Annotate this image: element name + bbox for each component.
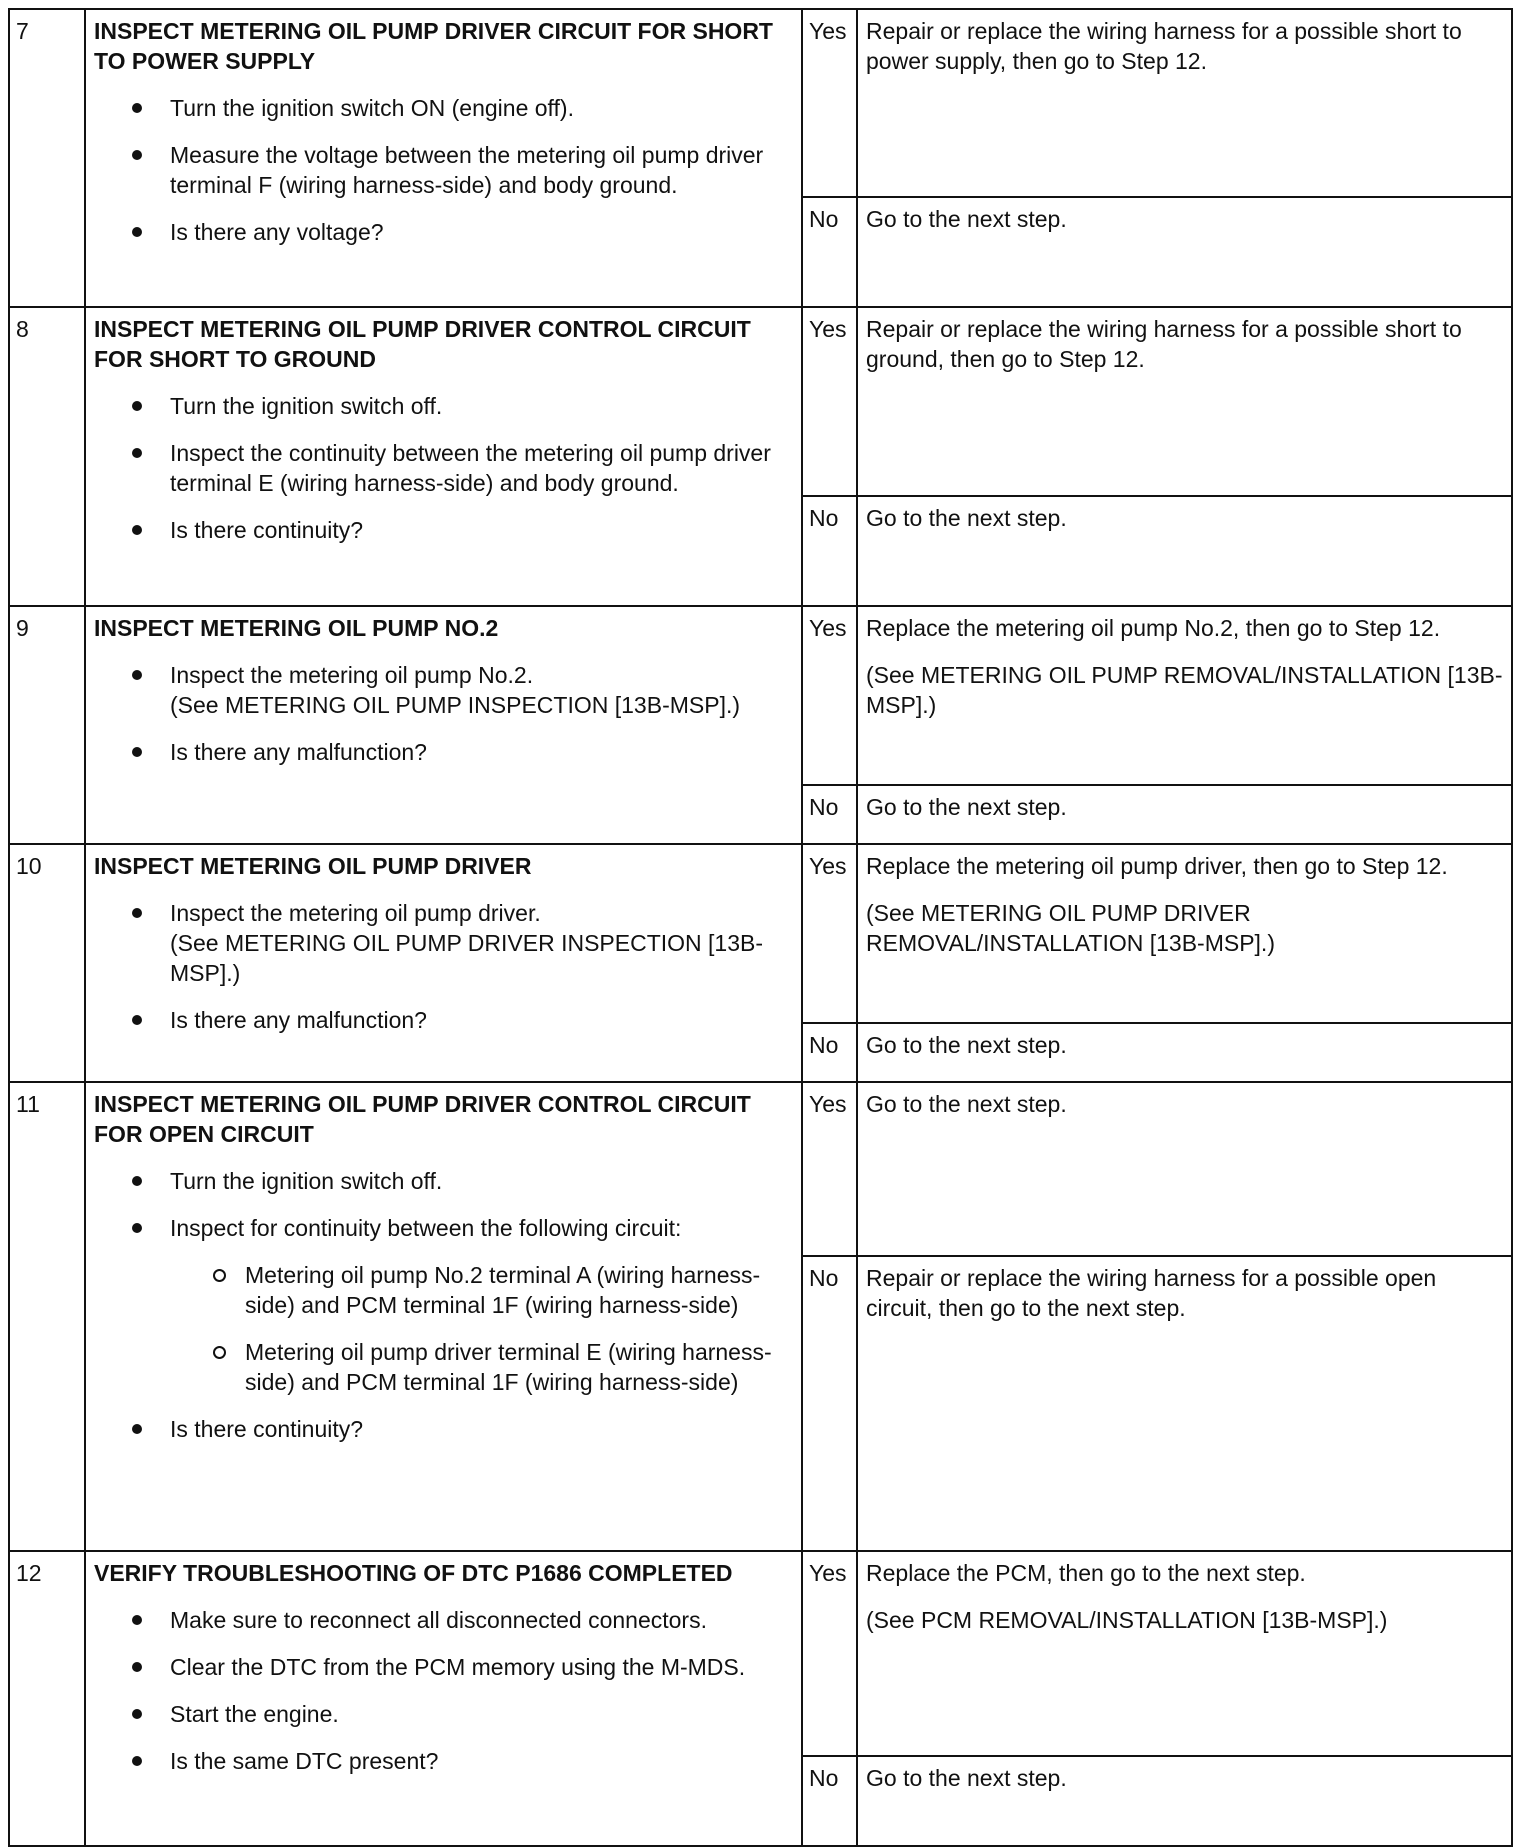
list-item: Inspect the metering oil pump No.2.: [170, 660, 793, 690]
list-item: Inspect the metering oil pump driver.: [170, 898, 793, 928]
list-item-text: Inspect for continuity between the following circuit:: [170, 1215, 682, 1241]
yes-label: Yes: [802, 1082, 857, 1256]
bullet-list: [94, 1605, 793, 1776]
no-action: [857, 197, 1512, 307]
action-text: Replace the metering oil pump No.2, then go to Step 12.: [866, 615, 1441, 641]
action-text: Replace the metering oil pump driver, then go to Step 12.: [866, 853, 1448, 879]
list-item: Is there any malfunction?: [170, 1005, 793, 1035]
step-number: 8: [9, 307, 85, 606]
list-item: Is there any malfunction?: [170, 737, 793, 767]
no-action: [857, 1023, 1512, 1082]
list-item: Turn the ignition switch off.: [170, 391, 793, 421]
bullet-list: [94, 1166, 793, 1444]
list-item: Measure the voltage between the metering oil pump driver terminal F (wiring harness-side) and body ground.: [170, 140, 793, 200]
bullet-list: [94, 898, 793, 928]
list-item: Is there continuity?: [170, 515, 793, 545]
step-number: 12: [9, 1551, 85, 1846]
step-title: INSPECT METERING OIL PUMP DRIVER CONTROL CIRCUIT FOR SHORT TO GROUND: [94, 316, 751, 372]
list-item: Is the same DTC present?: [170, 1746, 793, 1776]
action-text: Repair or replace the wiring harness for a possible open circuit, then go to the next step.: [866, 1265, 1437, 1321]
reference-note: (See METERING OIL PUMP DRIVER REMOVAL/INSTALLATION [13B-MSP].): [866, 900, 1275, 956]
action-text: Go to the next step.: [866, 1765, 1067, 1791]
sub-list-item: Metering oil pump driver terminal E (wiring harness-side) and PCM terminal 1F (wiring harness-side): [245, 1337, 793, 1397]
step-9-yes-row: [9, 606, 1512, 785]
yes-action: [857, 606, 1512, 785]
no-label: No: [802, 496, 857, 606]
no-label: No: [802, 1023, 857, 1082]
no-action: [857, 1756, 1512, 1846]
sub-list-item: Metering oil pump No.2 terminal A (wiring harness-side) and PCM terminal 1F (wiring harness-side): [245, 1260, 793, 1320]
yes-label: Yes: [802, 606, 857, 785]
action-text: Repair or replace the wiring harness for a possible short to power supply, then go to Step 12.: [866, 18, 1462, 74]
step-11-yes-row: [9, 1082, 1512, 1256]
sub-bullet-list: [170, 1260, 793, 1397]
action-text: Go to the next step.: [866, 505, 1067, 531]
list-item: Make sure to reconnect all disconnected connectors.: [170, 1605, 793, 1635]
troubleshooting-table: [8, 8, 1513, 1847]
reference-note: (See PCM REMOVAL/INSTALLATION [13B-MSP].): [866, 1607, 1388, 1633]
action-text: Replace the PCM, then go to the next step.: [866, 1560, 1306, 1586]
step-number: 7: [9, 9, 85, 307]
yes-action: [857, 307, 1512, 496]
list-item: Inspect the continuity between the metering oil pump driver terminal E (wiring harness-side) and body ground.: [170, 438, 793, 498]
step-number: 10: [9, 844, 85, 1082]
step-number: 9: [9, 606, 85, 844]
bullet-list: [94, 93, 793, 247]
bullet-list: [94, 737, 793, 767]
yes-action: [857, 844, 1512, 1023]
step-number: 11: [9, 1082, 85, 1551]
yes-label: Yes: [802, 1551, 857, 1756]
reference-note: (See METERING OIL PUMP DRIVER INSPECTION [13B-MSP].): [170, 930, 764, 986]
action-text: Go to the next step.: [866, 1091, 1067, 1117]
step-11-inspection: [85, 1082, 802, 1551]
yes-action: [857, 1551, 1512, 1756]
bullet-list: [94, 391, 793, 545]
step-title: VERIFY TROUBLESHOOTING OF DTC P1686 COMPLETED: [94, 1560, 733, 1586]
list-item: Start the engine.: [170, 1699, 793, 1729]
no-action: [857, 496, 1512, 606]
step-8-yes-row: [9, 307, 1512, 496]
reference-note: (See METERING OIL PUMP REMOVAL/INSTALLATION [13B-MSP].): [866, 662, 1503, 718]
no-label: No: [802, 785, 857, 844]
step-12-inspection: [85, 1551, 802, 1846]
reference-note: (See METERING OIL PUMP INSPECTION [13B-MSP].): [170, 692, 741, 718]
step-12-yes-row: [9, 1551, 1512, 1756]
yes-action: [857, 9, 1512, 197]
step-8-inspection: [85, 307, 802, 606]
bullet-list: [94, 660, 793, 690]
yes-action: [857, 1082, 1512, 1256]
no-label: No: [802, 197, 857, 307]
list-item: Is there continuity?: [170, 1414, 793, 1444]
step-9-inspection: [85, 606, 802, 844]
action-text: Go to the next step.: [866, 1032, 1067, 1058]
step-title: INSPECT METERING OIL PUMP NO.2: [94, 615, 499, 641]
step-10-inspection: [85, 844, 802, 1082]
yes-label: Yes: [802, 307, 857, 496]
list-item: Turn the ignition switch off.: [170, 1166, 793, 1196]
step-7-inspection: [85, 9, 802, 307]
list-item: Clear the DTC from the PCM memory using the M-MDS.: [170, 1652, 793, 1682]
action-text: Repair or replace the wiring harness for a possible short to ground, then go to Step 12.: [866, 316, 1462, 372]
bullet-list: [94, 1005, 793, 1035]
no-label: No: [802, 1256, 857, 1551]
action-text: Go to the next step.: [866, 794, 1067, 820]
troubleshooting-sheet: [8, 8, 1511, 1842]
list-item: Is there any voltage?: [170, 217, 793, 247]
step-10-yes-row: [9, 844, 1512, 1023]
no-action: [857, 1256, 1512, 1551]
step-title: INSPECT METERING OIL PUMP DRIVER CIRCUIT FOR SHORT TO POWER SUPPLY: [94, 18, 773, 74]
step-title: INSPECT METERING OIL PUMP DRIVER: [94, 853, 532, 879]
step-7-yes-row: [9, 9, 1512, 197]
yes-label: Yes: [802, 9, 857, 197]
no-action: [857, 785, 1512, 844]
no-label: No: [802, 1756, 857, 1846]
list-item: [170, 1213, 793, 1397]
step-title: INSPECT METERING OIL PUMP DRIVER CONTROL CIRCUIT FOR OPEN CIRCUIT: [94, 1091, 751, 1147]
list-item: Turn the ignition switch ON (engine off).: [170, 93, 793, 123]
yes-label: Yes: [802, 844, 857, 1023]
action-text: Go to the next step.: [866, 206, 1067, 232]
